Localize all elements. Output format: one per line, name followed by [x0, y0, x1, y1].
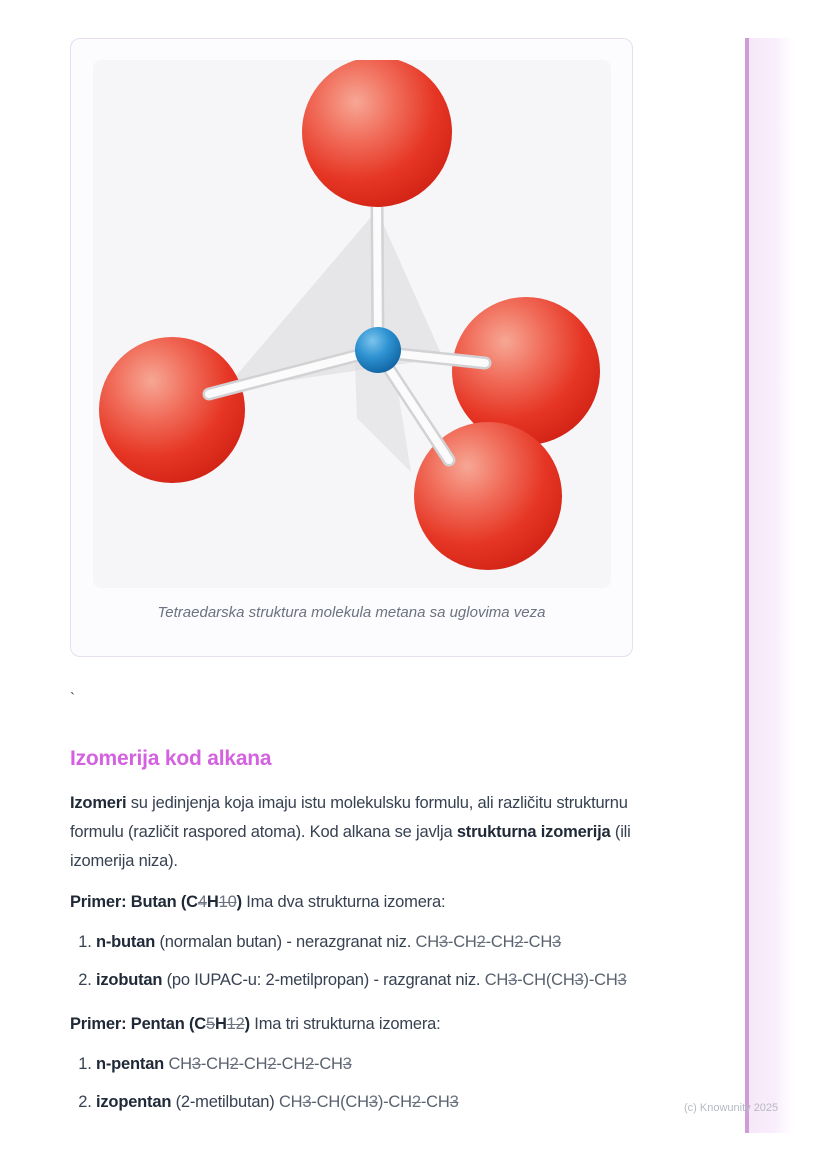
list-item: 2. izobutan (po IUPAC-u: 2-metilpropan) - razgranat niz. CH3-CH(CH3)-CH3	[96, 968, 710, 992]
list-item: 2. izopentan (2-metilbutan) CH3-CH(CH3)-CH2-CH3	[96, 1090, 710, 1114]
page-margin-bar	[745, 38, 795, 1133]
list-item: 1. n-pentan CH3-CH2-CH2-CH2-CH3	[96, 1052, 710, 1076]
carbon-atom	[355, 327, 401, 373]
main-content	[70, 746, 710, 1134]
figure-caption: Tetraedarska struktura molekula metana sa uglovima veza	[157, 604, 546, 621]
methane-molecule-icon	[93, 60, 611, 588]
butan-lead-paragraph: Primer: Butan (C4H10) Ima dva strukturna izomera:	[70, 893, 446, 911]
list-item: 1. n-butan (normalan butan) - nerazgranat niz. CH3-CH2-CH2-CH3	[96, 930, 710, 954]
pentan-isomer-list	[70, 1052, 710, 1114]
hydrogen-atom-top	[302, 60, 452, 207]
hydrogen-atom-left	[99, 337, 245, 483]
stray-backtick: `	[70, 690, 75, 707]
figure-card	[70, 38, 633, 657]
pentan-lead-paragraph: Primer: Pentan (C5H12) Ima tri strukturna izomera:	[70, 1015, 441, 1033]
section-heading: Izomerija kod alkana	[70, 747, 272, 770]
tetrahedron-shadow	[355, 360, 411, 472]
copyright-notice: (c) Knowunity 2025	[684, 1102, 779, 1114]
butan-isomer-list	[70, 930, 710, 992]
hydrogen-atom-right	[452, 297, 600, 445]
molecule-image	[93, 60, 611, 588]
intro-paragraph: Izomeri su jedinjenja koja imaju istu molekulsku formulu, ali različitu strukturnu formulu (različit raspored atoma). Kod alkana se javlja strukturna izomerija (ili izomerija niza).	[70, 794, 631, 870]
